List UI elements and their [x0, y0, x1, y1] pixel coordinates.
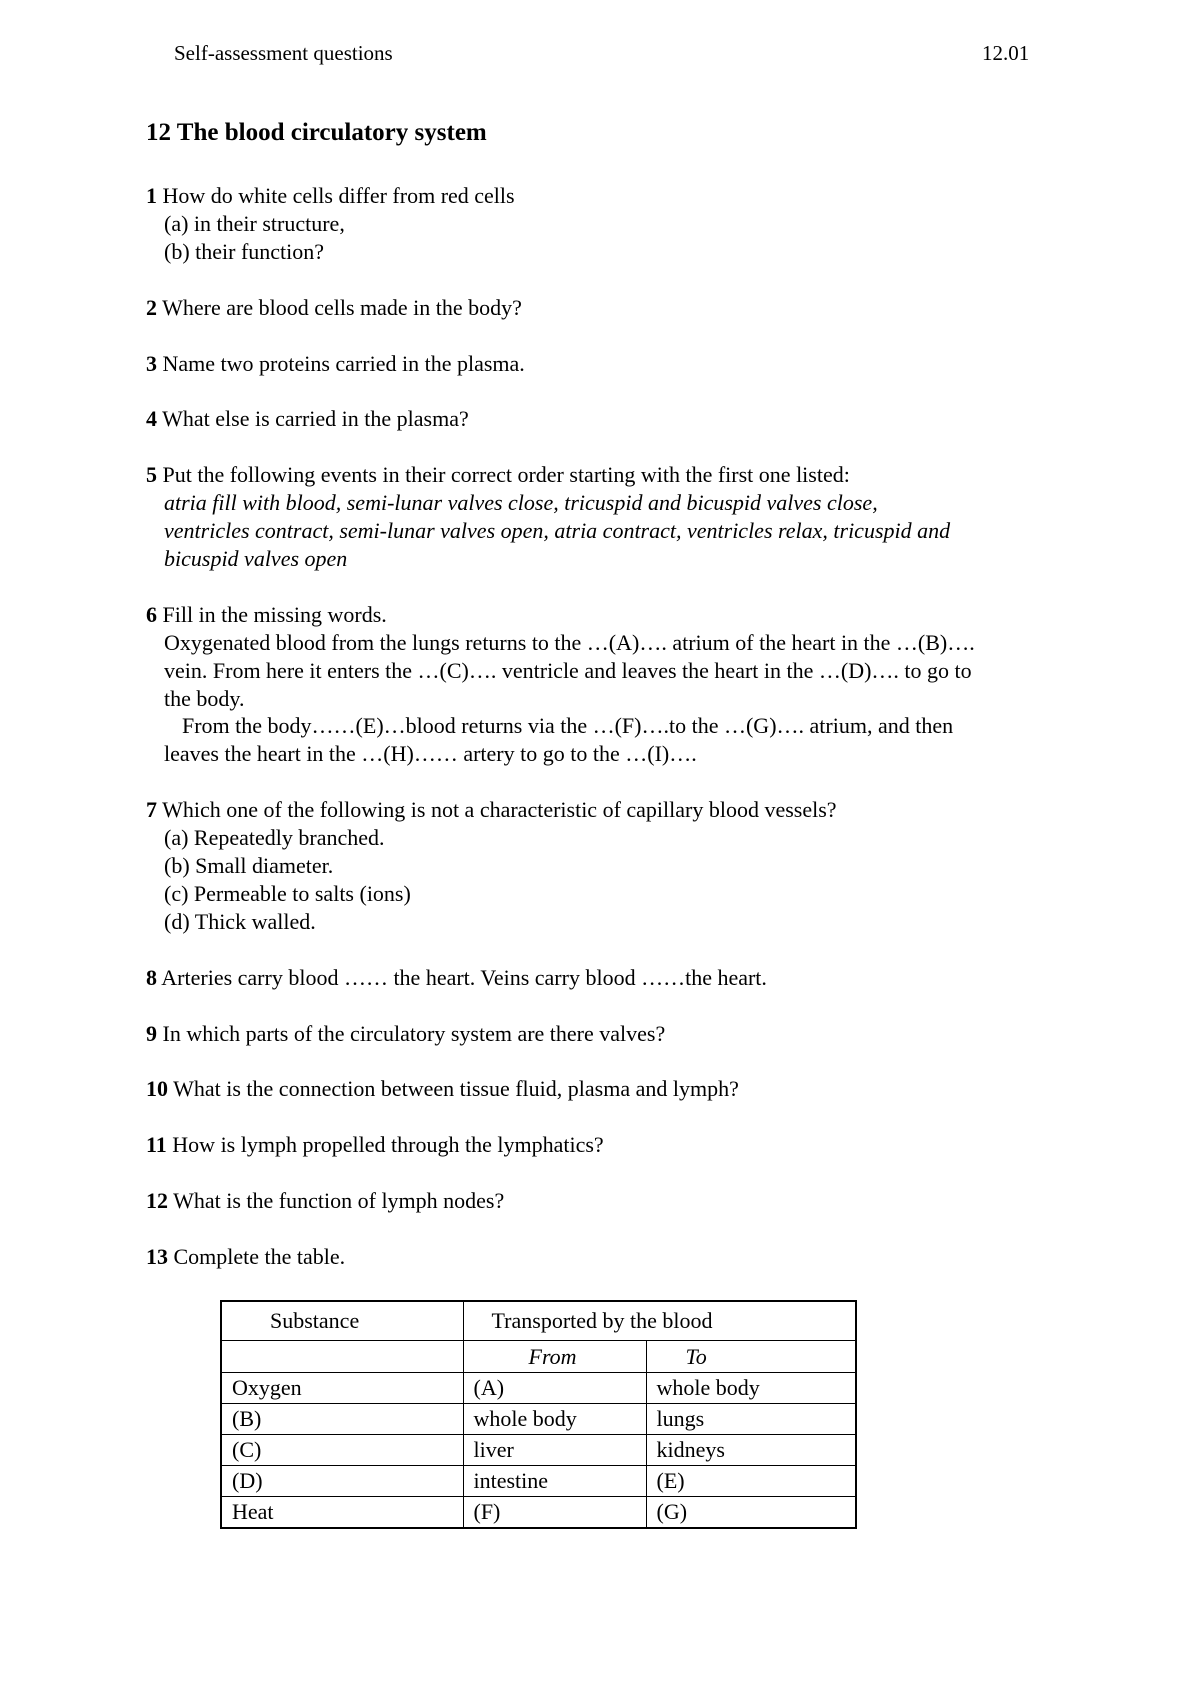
passage-line: the body.	[164, 685, 245, 711]
question-stem	[146, 964, 975, 992]
question-text: How do white cells differ from red cells	[162, 183, 515, 208]
question-11	[146, 1131, 975, 1159]
passage-line: From the body……(E)…blood returns via the …(F)….to the …(G)…. atrium, and then	[182, 713, 954, 739]
page-number: 12.01	[982, 41, 1030, 65]
question-stem	[146, 350, 975, 378]
table-cell-from: intestine	[463, 1466, 646, 1497]
header-transported: Transported by the blood	[463, 1301, 856, 1341]
passage-line: leaves the heart in the …(H)…… artery to go to the …(I)….	[164, 741, 697, 767]
table-row	[221, 1435, 856, 1466]
question-7	[146, 796, 975, 936]
question-text: Fill in the missing words.	[162, 601, 387, 627]
question-number: 7	[146, 797, 157, 823]
table-cell-from: liver	[463, 1435, 646, 1466]
table-cell-substance: (D)	[221, 1466, 463, 1497]
table-cell-to: (E)	[646, 1466, 856, 1497]
question-number: 8	[146, 964, 157, 990]
question-number: 4	[146, 406, 157, 432]
table-cell-substance: (B)	[221, 1404, 463, 1435]
question-text: How is lymph propelled through the lymphatics?	[172, 1132, 604, 1158]
question-10	[146, 1075, 975, 1103]
header-to: To	[646, 1341, 856, 1373]
question-stem	[146, 405, 975, 433]
question-text: Which one of the following is not a characteristic of capillary blood vessels?	[162, 797, 837, 823]
answer-option: (a) Repeatedly branched.	[164, 825, 385, 851]
table-cell-to: lungs	[646, 1404, 856, 1435]
header-from: From	[463, 1341, 646, 1373]
question-number: 11	[146, 1132, 167, 1158]
question-stem	[146, 461, 975, 489]
table-row	[221, 1497, 856, 1529]
question-number: 1	[146, 183, 157, 208]
events-line: atria fill with blood, semi-lunar valves close, tricuspid and bicuspid valves close,	[164, 490, 878, 516]
question-stem	[146, 294, 975, 322]
page-title: 12 The blood circulatory system	[146, 119, 487, 146]
answer-option: (c) Permeable to salts (ions)	[164, 880, 411, 906]
table-cell-from: (A)	[463, 1373, 646, 1404]
question-number: 6	[146, 601, 157, 627]
question-text: In which parts of the circulatory system are there valves?	[162, 1020, 666, 1046]
question-text: What else is carried in the plasma?	[162, 406, 469, 432]
table-cell-to: whole body	[646, 1373, 856, 1404]
answer-option: (d) Thick walled.	[164, 908, 316, 934]
header-substance: Substance	[221, 1301, 463, 1341]
passage-line: vein. From here it enters the …(C)…. ventricle and leaves the heart in the …(D)…. to go to	[164, 657, 972, 683]
table-cell-substance: Heat	[221, 1497, 463, 1529]
table-cell-from: (F)	[463, 1497, 646, 1529]
table-cell-to: kidneys	[646, 1435, 856, 1466]
table-cell-substance: Oxygen	[221, 1373, 463, 1404]
question-stem	[146, 796, 975, 824]
question-12	[146, 1187, 975, 1215]
table-cell-to: (G)	[646, 1497, 856, 1529]
question-stem	[146, 1187, 975, 1215]
question-6	[146, 601, 975, 769]
running-header-title: Self-assessment questions	[174, 41, 393, 65]
question-number: 2	[146, 294, 157, 320]
table-row	[221, 1373, 856, 1404]
answer-option: (b) Small diameter.	[164, 853, 334, 879]
question-number: 9	[146, 1020, 157, 1046]
question-9	[146, 1020, 975, 1048]
question-text: Put the following events in their correct order starting with the first one listed:	[162, 462, 850, 488]
transport-table	[220, 1300, 857, 1529]
question-stem	[146, 1075, 975, 1103]
table-row	[221, 1466, 856, 1497]
question-stem	[146, 601, 975, 629]
question-stem	[146, 1131, 975, 1159]
events-line: ventricles contract, semi-lunar valves open, atria contract, ventricles relax, tricuspid and	[164, 518, 951, 543]
question-part: (b) their function?	[164, 238, 325, 264]
table-subheader-row	[221, 1341, 856, 1373]
passage-line: Oxygenated blood from the lungs returns to the …(A)…. atrium of the heart in the …(B)….	[164, 629, 975, 655]
question-part: (a) in their structure,	[164, 210, 345, 236]
events-line: bicuspid valves open	[164, 545, 348, 571]
question-3	[146, 350, 975, 378]
question-text: What is the connection between tissue fluid, plasma and lymph?	[173, 1076, 739, 1102]
question-stem	[146, 182, 975, 210]
question-5	[146, 461, 975, 573]
table-header-row	[221, 1301, 856, 1341]
question-text: What is the function of lymph nodes?	[173, 1188, 505, 1214]
question-number: 3	[146, 350, 157, 376]
question-13	[146, 1243, 975, 1271]
question-text: Arteries carry blood …… the heart. Veins carry blood ……the heart.	[161, 964, 767, 990]
question-list	[146, 182, 975, 1299]
question-number: 12	[146, 1188, 168, 1214]
question-4	[146, 405, 975, 433]
table-cell-from: whole body	[463, 1404, 646, 1435]
question-1	[146, 182, 975, 266]
question-8	[146, 964, 975, 992]
question-number: 10	[146, 1076, 168, 1102]
question-text: Where are blood cells made in the body?	[162, 294, 522, 320]
question-text: Complete the table.	[173, 1243, 346, 1269]
table-row	[221, 1404, 856, 1435]
question-number: 13	[146, 1243, 168, 1269]
table-cell-empty	[221, 1341, 463, 1373]
question-2	[146, 294, 975, 322]
table-cell-substance: (C)	[221, 1435, 463, 1466]
question-text: Name two proteins carried in the plasma.	[162, 350, 525, 376]
question-stem	[146, 1243, 975, 1271]
question-stem	[146, 1020, 975, 1048]
question-number: 5	[146, 462, 157, 488]
